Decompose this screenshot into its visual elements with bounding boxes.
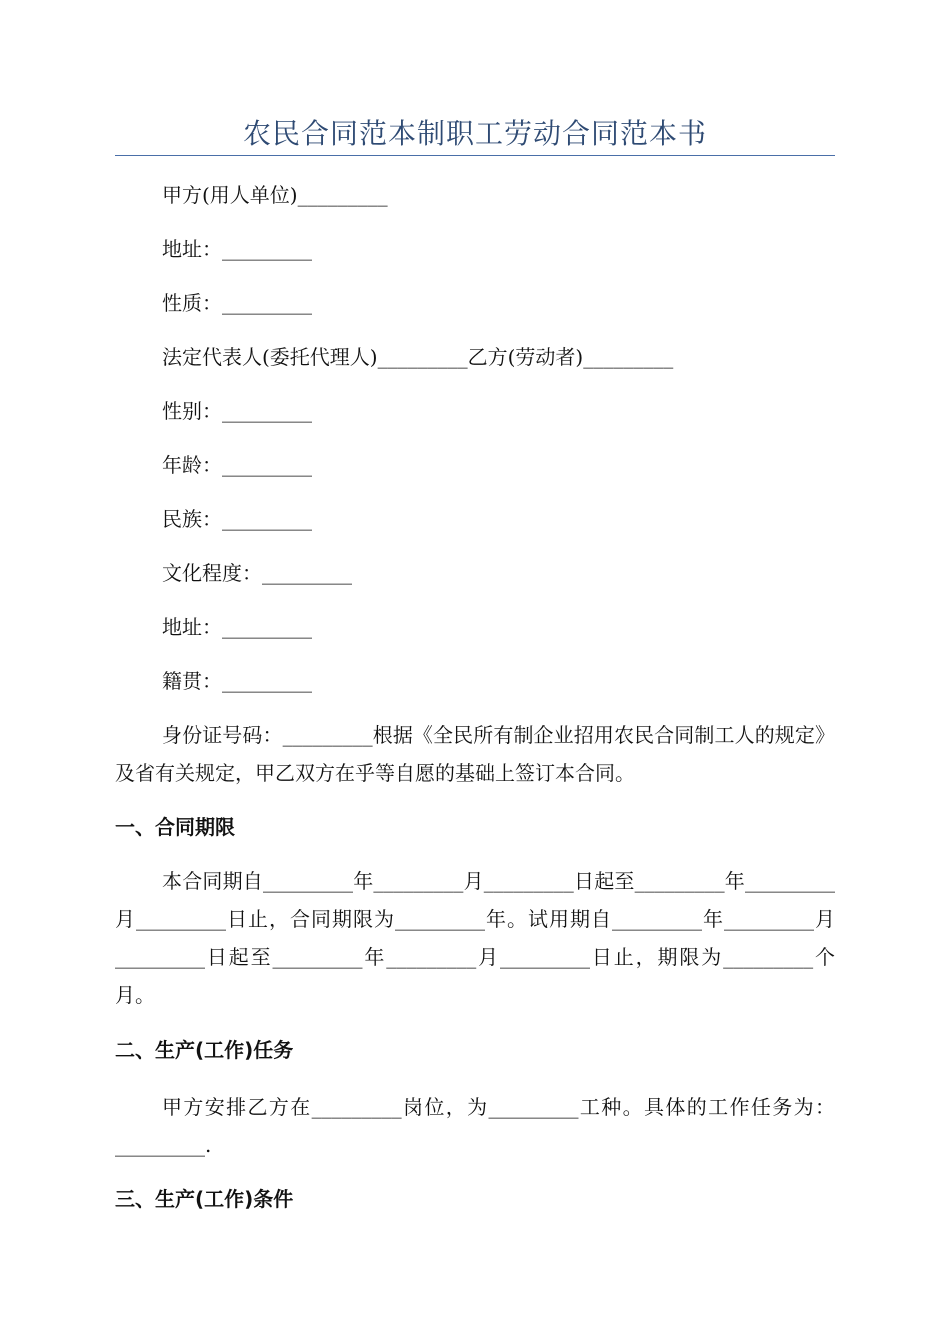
- field-employer: 甲方(用人单位)_________: [162, 183, 388, 207]
- field-employer-nature: 性质：_________: [162, 291, 312, 315]
- section-body-work-task: 甲方安排乙方在_________岗位，为_________工种。具体的工作任务为：_________.: [115, 1095, 835, 1157]
- field-ethnicity: 民族：_________: [162, 507, 312, 531]
- field-legal-representative-and-employee: 法定代表人(委托代理人)_________乙方(劳动者)_________: [162, 345, 674, 369]
- intro-paragraph: 身份证号码：_________根据《全民所有制企业招用农民合同制工人的规定》及省有关规定，甲乙双方在乎等自愿的基础上签订本合同。: [115, 723, 835, 785]
- section-heading-work-task: 二、生产(工作)任务: [115, 1038, 294, 1062]
- field-employee-address: 地址：_________: [162, 615, 312, 639]
- field-native-place: 籍贯：_________: [162, 669, 312, 693]
- section-body-contract-term: 本合同期自_________年_________月_________日起至_________年_________月_________日止，合同期限为_________年。试用期自_________年_________月_________日起至_________年_________月_________日止，期限为_________个月。: [115, 869, 835, 1007]
- field-education: 文化程度：_________: [162, 561, 352, 585]
- field-age: 年龄：_________: [162, 453, 312, 477]
- section-heading-contract-term: 一、合同期限: [115, 815, 235, 839]
- title-underline: [115, 155, 835, 156]
- document-title: 农民合同范本制职工劳动合同范本书: [242, 117, 707, 150]
- section-heading-work-conditions: 三、生产(工作)条件: [115, 1187, 294, 1211]
- field-employer-address: 地址：_________: [162, 237, 312, 261]
- field-gender: 性别：_________: [162, 399, 312, 423]
